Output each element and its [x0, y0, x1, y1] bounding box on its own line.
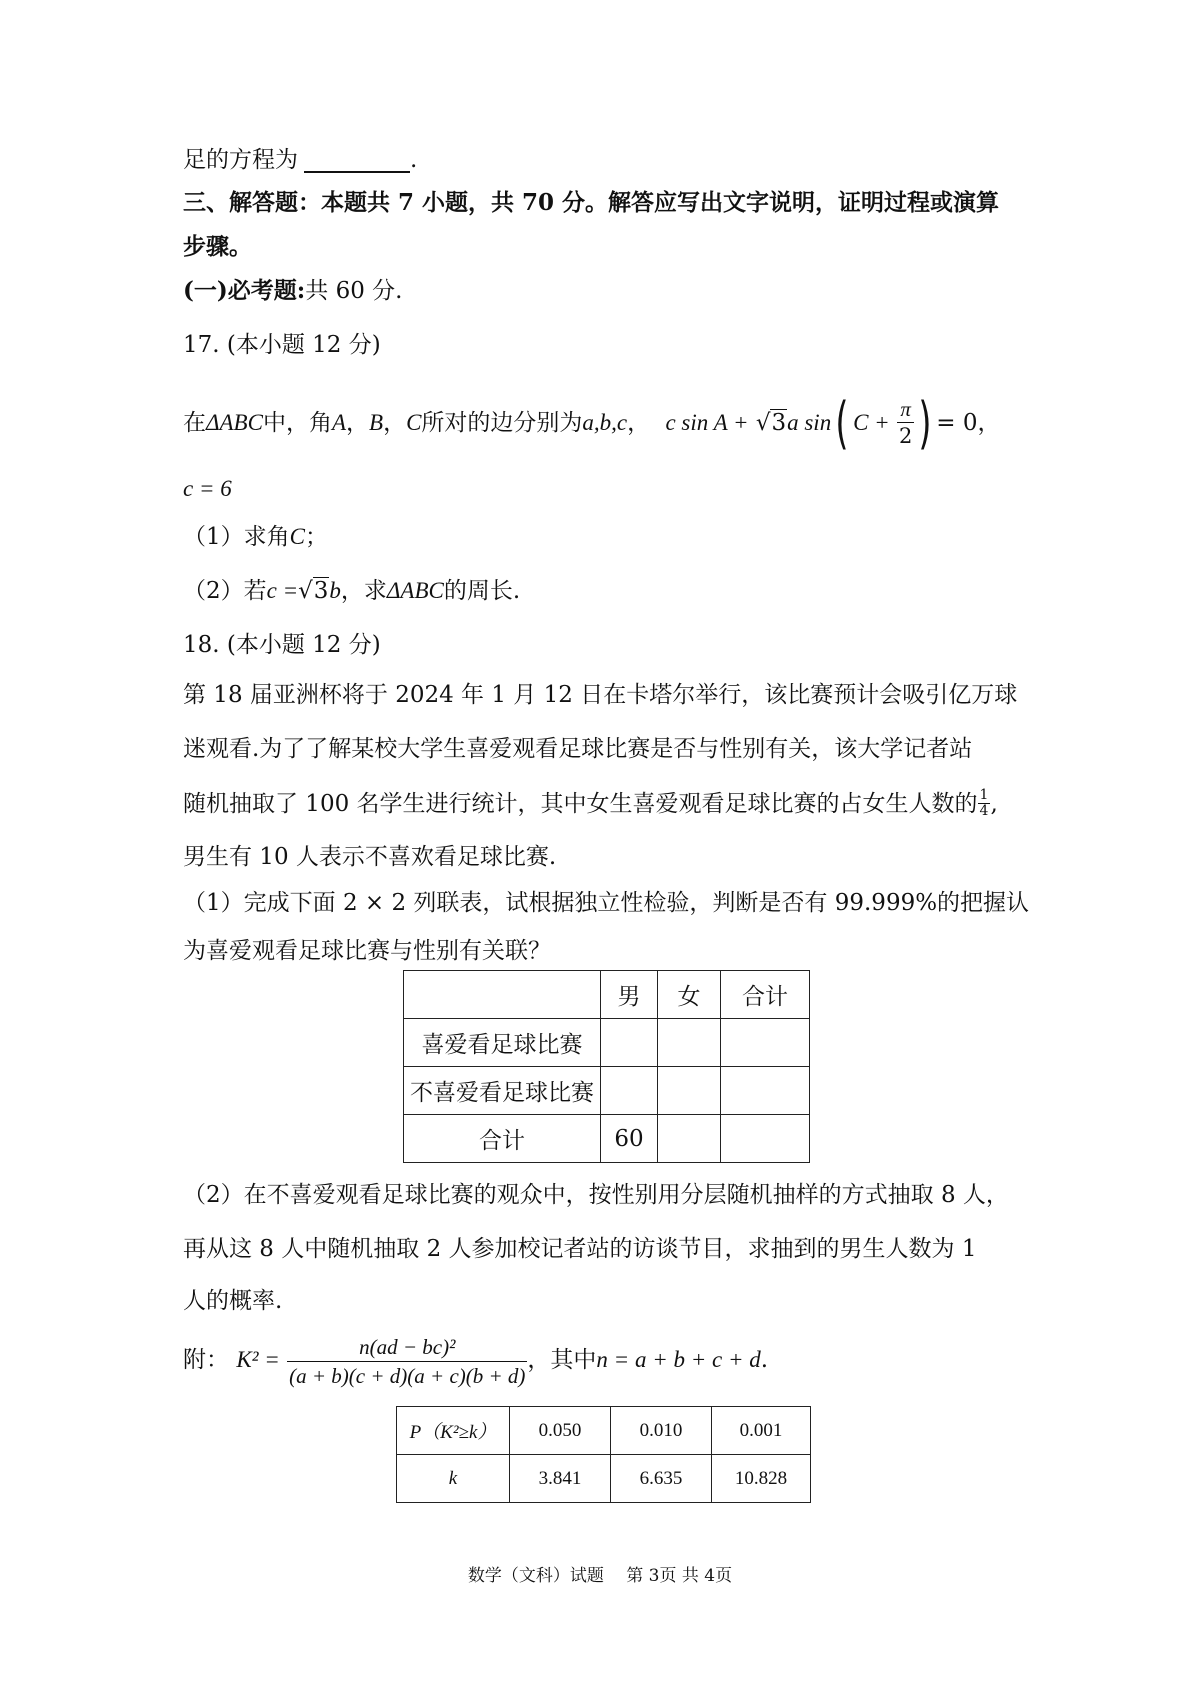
- table-cell: 6.635: [611, 1455, 712, 1503]
- table-row: [404, 1067, 810, 1115]
- q18-part2-line2: 再从这 8 人中随机抽取 2 人参加校记者站的访谈节目，求抽到的男生人数为 1: [183, 1236, 977, 1262]
- q18-part2-line1: （2）在不喜爱观看足球比赛的观众中，按性别用分层随机抽样的方式抽取 8 人，: [183, 1182, 1009, 1208]
- q17-part1: （1）求角C；: [183, 524, 328, 550]
- section3-line2: 步骤。: [183, 233, 252, 260]
- table-header-cell: 男: [601, 971, 658, 1019]
- q17-part2: （2）若c =√3b，求ΔABC的周长.: [183, 578, 521, 604]
- q18-line1: 第 18 届亚洲杯将于 2024 年 1 月 12 日在卡塔尔举行，该比赛预计会吸引亿万球: [183, 682, 1018, 708]
- answer-blank: [304, 147, 410, 173]
- table-cell: [658, 1019, 721, 1067]
- table-cell: [721, 1115, 810, 1163]
- q17-triangle: ΔABC: [206, 410, 263, 435]
- required-label: (一)必考题:: [183, 277, 306, 304]
- q18-part1-line1: （1）完成下面 2 × 2 列联表，试根据独立性检验，判断是否有 99.999%的把握认: [183, 890, 1030, 916]
- q18-line4: 男生有 10 人表示不喜欢看足球比赛.: [183, 844, 557, 870]
- q17-header: 17. (本小题 12 分): [183, 332, 381, 358]
- table-cell: 合计: [404, 1115, 601, 1163]
- q18-part2-line3: 人的概率.: [183, 1288, 283, 1314]
- table-cell: 60: [601, 1115, 658, 1163]
- q18-header: 18. (本小题 12 分): [183, 632, 381, 658]
- k2-formula: 附： K² = $\frac{\text{n(ad − bc)²}}{(a + b)(c + d)(a + c)(b + d)}$ ，其中n = a + b + c + d.: [183, 1334, 769, 1388]
- table-row: [397, 1407, 811, 1455]
- section3-line1: 三、解答题：本题共 7 小题，共 70 分。解答应写出文字说明，证明过程或演算: [183, 189, 1000, 216]
- table-row: [397, 1455, 811, 1503]
- q18-line3: 随机抽取了 100 名学生进行统计，其中女生喜爱观看足球比赛的占女生人数的 $\frac{1}{4}$ ,: [183, 787, 998, 819]
- q17-intro: 在ΔABC中，角A，B，C所对的边分别为a,b,c， c sin A + √3a sin( C + $\frac{\pi}{2}$ ) = 0，: [183, 391, 1001, 456]
- q18-part1-line2: 为喜爱观看足球比赛与性别有关联？: [183, 938, 551, 964]
- table-row: [404, 1019, 810, 1067]
- table-cell: [601, 1019, 658, 1067]
- sqrt-3: √3: [755, 410, 787, 436]
- table-cell: k: [397, 1455, 510, 1503]
- table-cell: [658, 1115, 721, 1163]
- table-cell: [658, 1067, 721, 1115]
- table-cell: 10.828: [712, 1455, 811, 1503]
- table-cell: [601, 1067, 658, 1115]
- table-cell: 0.001: [712, 1407, 811, 1455]
- k2-fraction: $\frac{\text{n(ad − bc)²}}{(a + b)(c + d)(a + c)(b + d)}$: [289, 1334, 526, 1388]
- required-section: [183, 276, 1023, 306]
- table-cell: P（K²≥k）: [397, 1407, 510, 1455]
- table-header-cell: 合计: [721, 971, 810, 1019]
- page-footer: 数学（文科）试题 第 3页 共 4页: [467, 1566, 733, 1586]
- table-header-cell: 女: [658, 971, 721, 1019]
- contingency-table: [403, 970, 810, 1163]
- q18-line2: 迷观看.为了了解某校大学生喜爱观看足球比赛是否与性别有关，该大学记者站: [183, 736, 973, 762]
- q17-given: c = 6: [183, 476, 232, 501]
- table-header-cell: [404, 971, 601, 1019]
- table-cell: [721, 1067, 810, 1115]
- table-row: [404, 971, 810, 1019]
- critical-value-table: [396, 1406, 811, 1503]
- q17-equation-left: c sin A +: [665, 410, 749, 435]
- table-cell: 0.010: [611, 1407, 712, 1455]
- table-cell: 喜爱看足球比赛: [404, 1019, 601, 1067]
- table-cell: 3.841: [510, 1455, 611, 1503]
- table-cell: [721, 1019, 810, 1067]
- table-cell: 0.050: [510, 1407, 611, 1455]
- one-quarter-fraction: $\frac{1}{4}$: [979, 787, 989, 819]
- q17-pi-over-2: $\frac{\pi}{2}$: [899, 396, 913, 448]
- required-points: 共 60 分.: [305, 278, 403, 304]
- table-row: [404, 1115, 810, 1163]
- table-cell: 不喜爱看足球比赛: [404, 1067, 601, 1115]
- top-line-text: 足的方程为: [183, 147, 298, 173]
- top-line: 足的方程为 .: [183, 147, 418, 173]
